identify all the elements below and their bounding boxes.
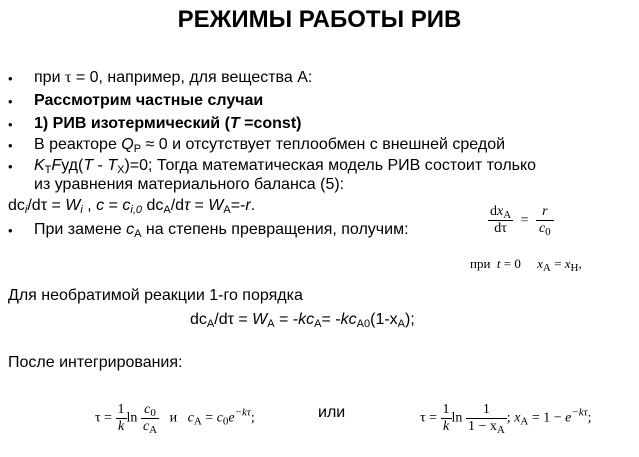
- line-6-c3-sub: i,0: [130, 204, 143, 216]
- f2-cA: [141, 419, 159, 435]
- line-9-b: /dτ =: [214, 311, 253, 328]
- f3-den: [466, 419, 507, 435]
- f3-frac-1k: [441, 402, 452, 435]
- line-3-pre: 1) РИВ изотермический (: [34, 115, 230, 132]
- line-6-g: τ: [184, 197, 191, 214]
- f1-d: d: [490, 204, 497, 219]
- f2-exp: −kτ: [234, 406, 251, 419]
- line-6-W2: W: [208, 197, 224, 214]
- line-6-W-sub: i: [80, 204, 83, 216]
- bullet-1: •: [8, 71, 13, 86]
- f1-pri: при: [470, 256, 491, 271]
- bullet-4: •: [8, 138, 13, 153]
- f3-end: ;: [587, 410, 592, 426]
- f2-eq: =: [100, 410, 116, 426]
- f1-r: r: [536, 204, 553, 221]
- text-line-4: [34, 136, 505, 154]
- line-7-c: c: [126, 221, 135, 238]
- f3-rest: = 1 −: [528, 410, 566, 426]
- f3-k: k: [442, 419, 450, 434]
- text-line-8: Для необратимой реакции 1-го порядка: [8, 287, 303, 304]
- f3-one2: 1: [466, 402, 507, 419]
- line-9-W-sub: A: [267, 318, 275, 330]
- f2-one: 1: [117, 402, 125, 417]
- text-line-1: [34, 69, 312, 87]
- line-6-W: W: [65, 197, 81, 214]
- formula-1: [488, 204, 554, 237]
- f1-t: t: [496, 256, 501, 271]
- line-6-c3: c: [122, 197, 131, 214]
- bullet-3: •: [8, 117, 13, 132]
- formula-2: [95, 402, 255, 435]
- f3-semi: ;: [506, 410, 515, 426]
- formula-1-rhs: [536, 204, 553, 237]
- bullet-5: •: [8, 159, 13, 174]
- f2-c02: c: [216, 410, 223, 426]
- line-9-k2-sub: A0: [356, 318, 371, 330]
- f2-c0-c: c: [144, 402, 151, 417]
- f2-frac-1k: [116, 402, 127, 435]
- f2-tau: τ: [95, 410, 101, 426]
- f2-cA-sub: A: [149, 424, 158, 436]
- tau-symbol: τ: [64, 69, 72, 86]
- line-9-e: (1-x: [370, 311, 398, 328]
- line-9-d: = -: [321, 311, 341, 328]
- line-4-Q: Q: [121, 136, 134, 153]
- text-line-7: [34, 221, 409, 239]
- line-4-pre: В реакторе: [34, 136, 122, 153]
- f3-x: x: [514, 410, 521, 426]
- f1-cx2: x: [564, 256, 571, 271]
- line-7-post: на степень превращения, получим:: [141, 221, 409, 238]
- line-6-f: /d: [170, 197, 185, 214]
- line-5-Ksub: Т: [44, 164, 52, 176]
- f2-end: ;: [250, 410, 255, 426]
- line-5-K: K: [34, 157, 45, 174]
- f3-eq: =: [425, 410, 441, 426]
- f3-den-text: 1 − x: [467, 419, 497, 434]
- formula-1-condition: [470, 256, 582, 272]
- f2-e: e: [228, 410, 235, 426]
- line-6-k: .: [250, 197, 256, 214]
- f3-x-sub: A: [520, 415, 529, 428]
- f2-c02-sub: 0: [222, 415, 229, 428]
- f1-eq: =: [520, 212, 529, 228]
- line-9-k2: kc: [340, 311, 357, 328]
- text-line-5-cont: из уравнения материального баланса (5):: [34, 176, 345, 193]
- line-4-Qsub: Р: [133, 143, 142, 155]
- line-9-e-sub: A: [397, 318, 406, 330]
- line-1-post: = 0, например, для вещества А:: [71, 69, 313, 86]
- line-6-W2-sub: A: [223, 204, 231, 216]
- f3-e: e: [565, 410, 572, 426]
- line-6-c2: c: [96, 197, 105, 214]
- line-9-f: );: [405, 311, 415, 328]
- text-line-2: Рассмотрим частные случаи: [34, 92, 264, 109]
- f2-frac-c: [141, 402, 159, 435]
- line-5-Tsub: Х: [117, 164, 125, 176]
- page-title: РЕЖИМЫ РАБОТЫ РИВ: [177, 6, 462, 33]
- text-line-3: [34, 115, 301, 133]
- f1-xsub: A: [503, 209, 512, 221]
- f2-and: и: [169, 410, 178, 426]
- line-7-csub: A: [134, 228, 142, 240]
- line-6-d: =: [104, 197, 123, 214]
- text-line-10: После интегрирования:: [8, 354, 183, 371]
- line-6-a: dc: [8, 197, 25, 214]
- f2-cA2-sub: A: [193, 415, 202, 428]
- line-7-pre: При замене: [34, 221, 127, 238]
- f1-eq0: = 0: [500, 256, 521, 271]
- line-6-r: r: [245, 197, 251, 214]
- line-6-b: /dτ =: [27, 197, 66, 214]
- line-1-pre: при: [34, 69, 65, 86]
- text-line-9: [190, 311, 415, 329]
- or-label: или: [318, 404, 346, 421]
- line-5-T2: T: [107, 157, 118, 174]
- f2-ln: ln: [126, 410, 138, 426]
- line-9-c: = -: [274, 311, 299, 328]
- line-9-a: dc: [190, 311, 207, 328]
- bullet-7: •: [8, 223, 13, 238]
- f2-c0: [141, 402, 159, 419]
- f1-cend: ,: [578, 256, 582, 271]
- line-6-j: =-: [230, 197, 246, 214]
- f2-c0-sub: 0: [150, 407, 156, 419]
- text-line-6: [8, 197, 255, 215]
- line-6-c: ,: [82, 197, 97, 214]
- line-6-e: dc: [142, 197, 164, 214]
- f3-frac-x: [466, 402, 507, 435]
- line-5-minus: -: [93, 157, 108, 174]
- line-5-F: F: [51, 157, 62, 174]
- formula-1-lhs-den: dτ: [494, 221, 507, 236]
- f2-cA2: c: [187, 410, 194, 426]
- line-4-post: ≈ 0 и отсутствует теплообмен с внешней средой: [141, 136, 506, 153]
- formula-1-lhs: [488, 204, 513, 237]
- bullet-2: •: [8, 94, 13, 109]
- formula-1-lhs-num: [488, 204, 513, 221]
- formula-1-rhs-den: [536, 221, 553, 237]
- line-5-ud: уд(: [61, 157, 84, 174]
- f1-cx: x: [537, 256, 543, 271]
- f3-one: 1: [442, 402, 450, 417]
- f3-den-sub: A: [496, 424, 505, 436]
- line-6-e-sub: A: [163, 204, 171, 216]
- f1-cx2sub: Н: [570, 262, 579, 274]
- line-9-W: W: [252, 311, 268, 328]
- line-5-post: )=0; Тогда математическая модель РИВ состоит только: [124, 157, 537, 174]
- f3-tau: τ: [420, 410, 426, 426]
- f2-k: k: [117, 419, 125, 434]
- f1-x: x: [497, 204, 504, 219]
- f1-cxsub: A: [542, 262, 551, 274]
- line-9-k1: kc: [298, 311, 315, 328]
- f2-eq2: =: [201, 410, 217, 426]
- line-5-T: T: [83, 157, 94, 174]
- f2-cA-c: c: [142, 419, 150, 434]
- f1-c: c: [538, 221, 546, 236]
- line-6-a-sub: i: [24, 204, 28, 216]
- line-3-post: =const): [239, 115, 302, 132]
- line-6-h: =: [190, 197, 209, 214]
- f1-ceq: =: [550, 256, 565, 271]
- line-3-T: T: [229, 115, 240, 132]
- formula-3: [420, 402, 592, 435]
- f1-csub: 0: [545, 226, 551, 238]
- f3-ln: ln: [451, 410, 463, 426]
- line-9-a-sub: A: [206, 318, 215, 330]
- text-line-5: [34, 157, 536, 175]
- line-9-k1-sub: A: [314, 318, 322, 330]
- f3-exp: −kτ: [571, 406, 588, 419]
